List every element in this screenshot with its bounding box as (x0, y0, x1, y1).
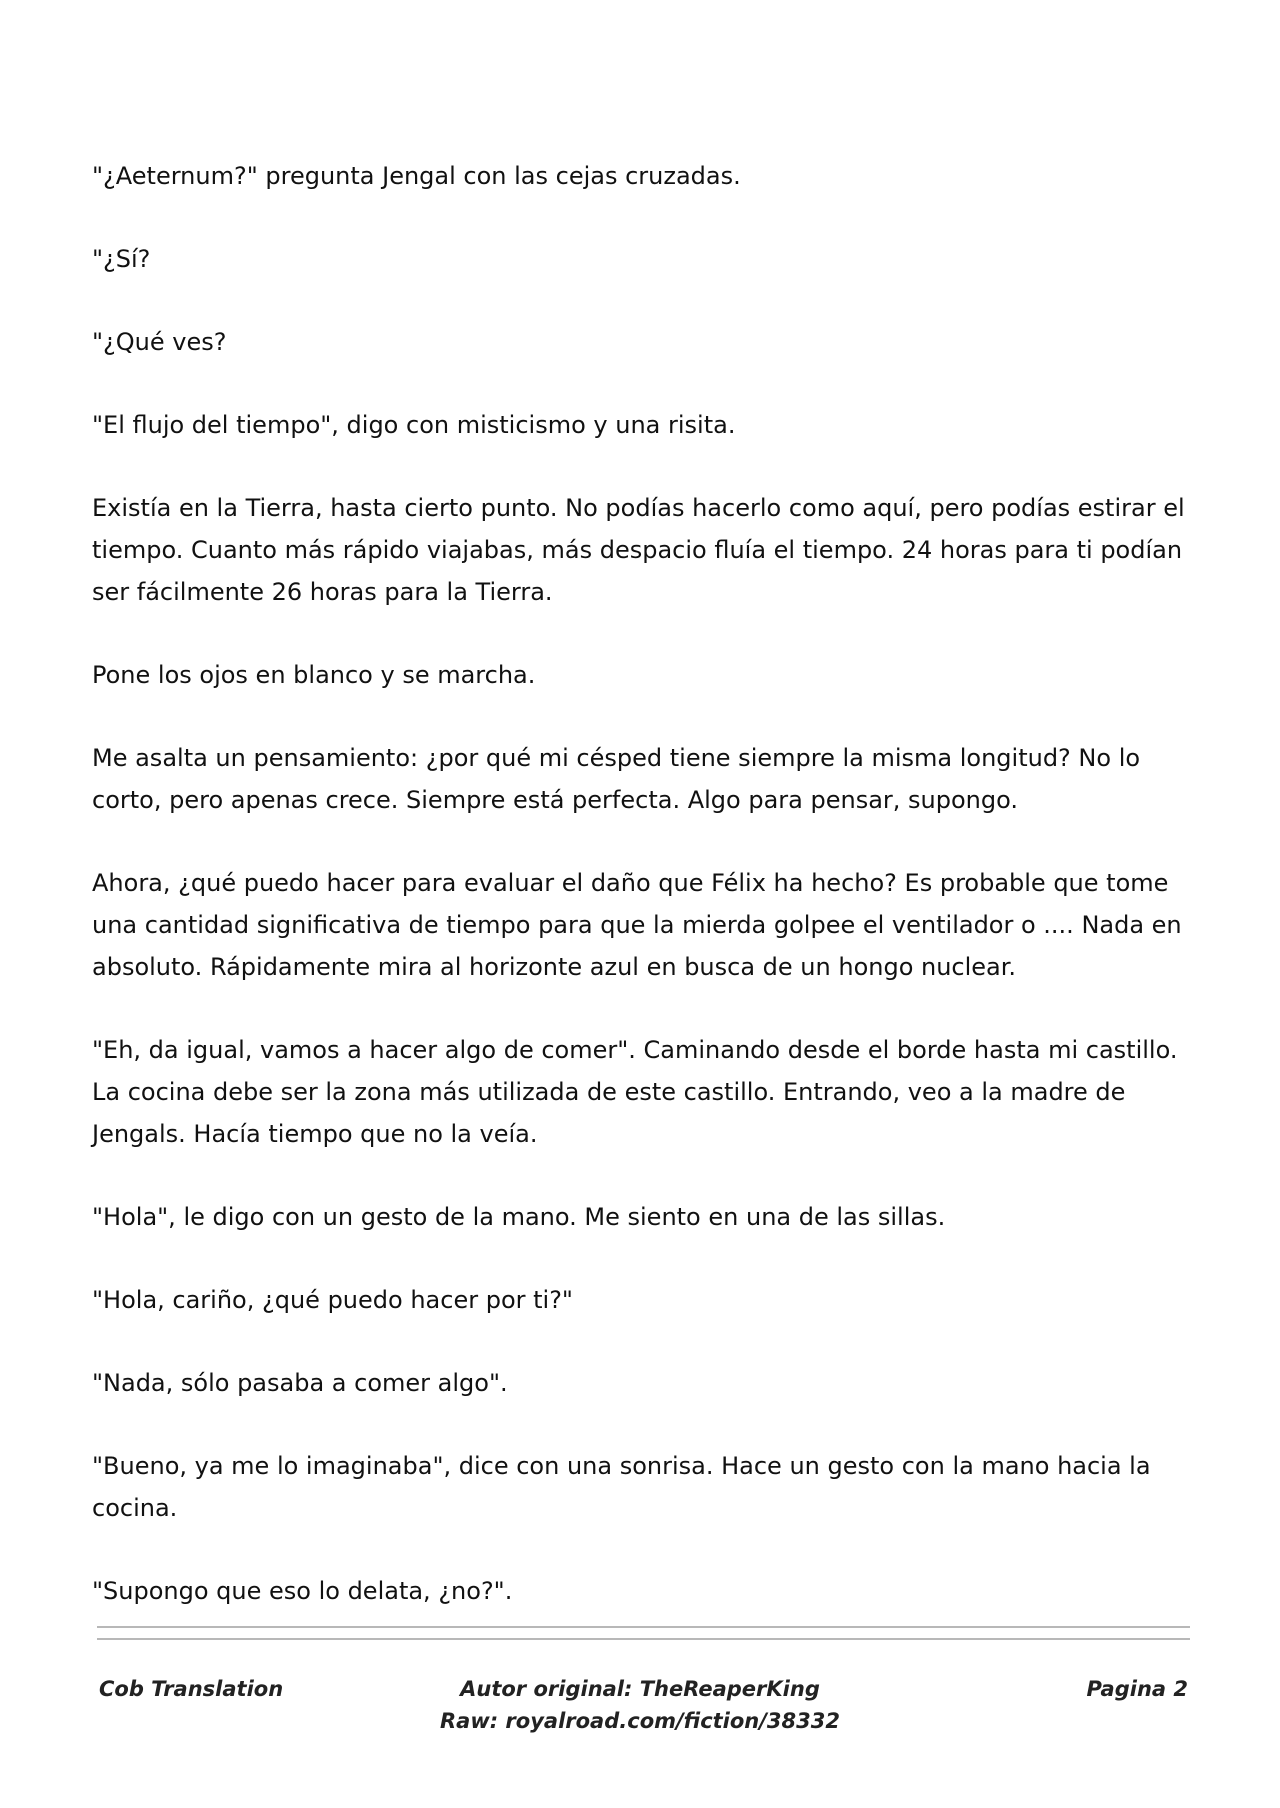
paragraph: "¿Aeternum?" pregunta Jengal con las cejas cruzadas. (92, 162, 741, 190)
paragraph: "Supongo que eso lo delata, ¿no?". (92, 1577, 513, 1605)
paragraph: "Hola", le digo con un gesto de la mano. Me siento en una de las sillas. (92, 1203, 946, 1231)
paragraph: "Bueno, ya me lo imaginaba", dice con una sonrisa. Hace un gesto con la mano hacia la cocina. (92, 1452, 1151, 1522)
paragraph: Existía en la Tierra, hasta cierto punto. No podías hacerlo como aquí, pero podías estirar el tiempo. Cuanto más rápido viajabas, más despacio fluía el tiempo. 24 horas para ti podían ser fácilmente 26 horas para la Tierra. (92, 494, 1185, 606)
paragraph: "¿Qué ves? (92, 328, 227, 356)
paragraph: Pone los ojos en blanco y se marcha. (92, 661, 536, 689)
page-body (92, 155, 1202, 1653)
footer-divider-top (97, 1626, 1190, 1628)
paragraph: Ahora, ¿qué puedo hacer para evaluar el daño que Félix ha hecho? Es probable que tome una cantidad significativa de tiempo para que la mierda golpee el ventilador o .... Nada en absoluto. Rápidamente mira al horizonte azul en busca de un hongo nuclear. (92, 869, 1182, 981)
paragraph: Me asalta un pensamiento: ¿por qué mi césped tiene siempre la misma longitud? No lo corto, pero apenas crece. Siempre está perfecta. Algo para pensar, supongo. (92, 744, 1141, 814)
paragraph: "Nada, sólo pasaba a comer algo". (92, 1369, 508, 1397)
paragraph: "Hola, cariño, ¿qué puedo hacer por ti?" (92, 1286, 573, 1314)
footer-page-number: Pagina 2 (1086, 1677, 1188, 1701)
paragraph: "Eh, da igual, vamos a hacer algo de comer". Caminando desde el borde hasta mi castillo. La cocina debe ser la zona más utilizada de este castillo. Entrando, veo a la madre de Jengals. Hacía tiempo que no la veía. (92, 1036, 1178, 1148)
footer-original-author: Autor original: TheReaperKing (460, 1677, 820, 1701)
paragraph: "¿Sí? (92, 245, 151, 273)
footer-divider-bottom (97, 1638, 1190, 1640)
footer-translator: Cob Translation (99, 1677, 284, 1701)
footer-raw-source: Raw: royalroad.com/fiction/38332 (439, 1709, 840, 1733)
paragraph: "El flujo del tiempo", digo con misticismo y una risita. (92, 411, 736, 439)
